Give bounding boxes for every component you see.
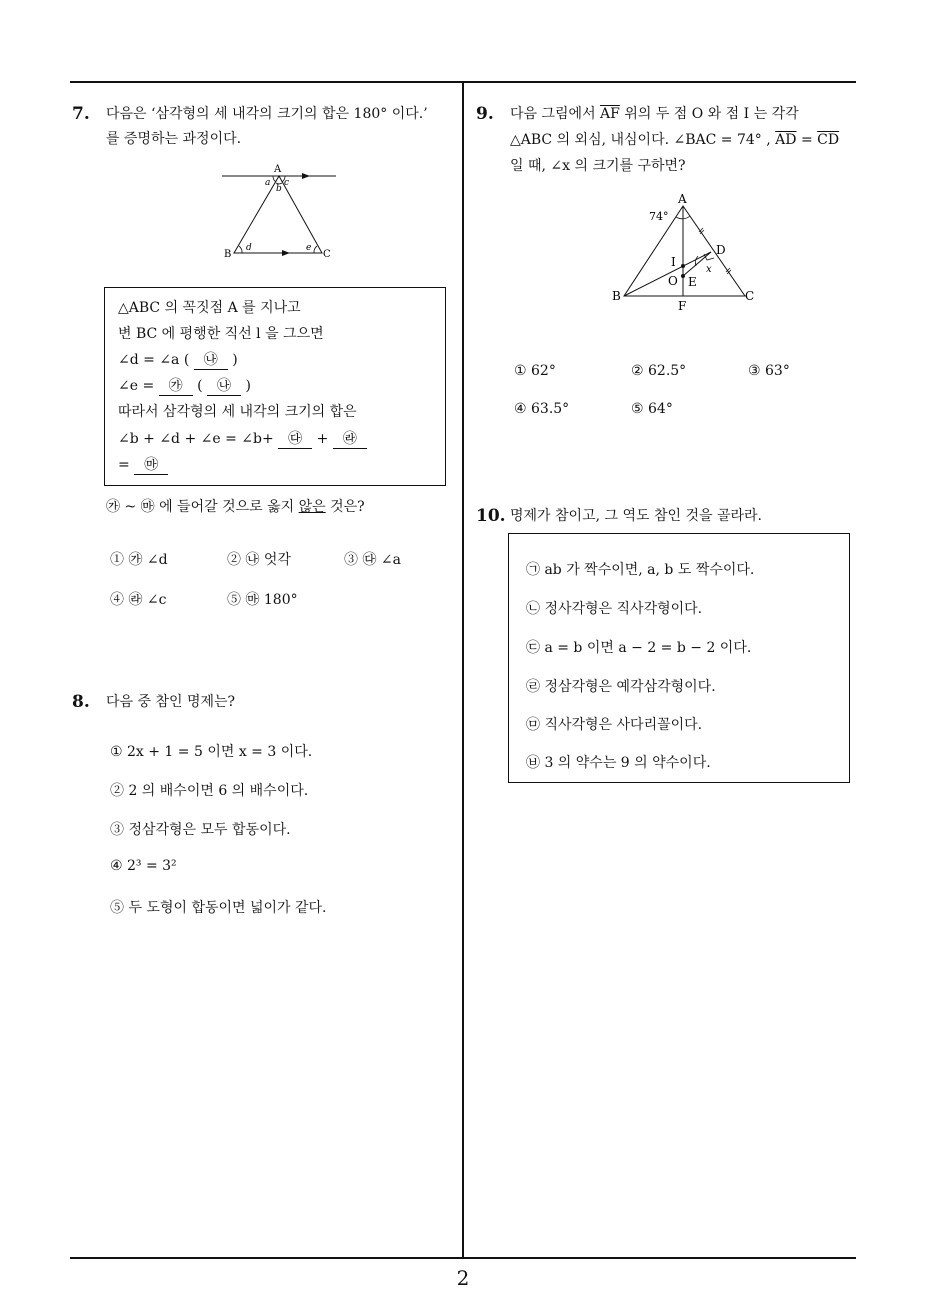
q7-proof-line2: 변 BC 에 평행한 직선 l 을 그으면 (118, 326, 324, 342)
page-number: 2 (456, 1266, 470, 1290)
q7-question-post: 것은? (325, 499, 365, 515)
q7-fig-label-e: e (306, 243, 312, 253)
q7-blank-na-2: ㉯ (207, 375, 241, 396)
q9-fig-label-C: C (745, 289, 755, 303)
q9-line2-eq: = (796, 132, 818, 148)
q9-fig-label-x: x (706, 264, 712, 275)
q7-proof-line4-pre: ∠e = (118, 378, 155, 394)
q9-choice-3[interactable]: ③ 63° (748, 363, 790, 379)
q9-number: 9. (476, 104, 494, 124)
q9-choice-4[interactable]: ④ 63.5° (514, 401, 570, 417)
q7-number: 7. (72, 104, 90, 124)
q9-text-line1 (510, 102, 799, 127)
q8-choice-4[interactable]: ④ 2³ = 3² (110, 858, 177, 874)
q7-question-underlined: 않은 (298, 499, 326, 515)
q8-choice-1[interactable]: ① 2x + 1 = 5 이면 x = 3 이다. (110, 744, 313, 760)
q7-fig-label-b: b (276, 184, 282, 194)
q7-triangle-figure (218, 160, 342, 264)
q10-item-6: ㉥ 3 의 약수는 9 의 약수이다. (526, 755, 711, 771)
q7-text-line1: 다음은 ‘삼각형의 세 내각의 크기의 합은 180° 이다.’ (106, 106, 428, 122)
q9-segment-af: $\overline{AF}$ (600, 106, 620, 122)
q10-item-1: ㉠ ab 가 짝수이면, a, b 도 짝수이다. (526, 562, 755, 578)
q7-proof-line3-post: ) (232, 352, 238, 368)
q9-text-line3: 일 때, ∠x 의 크기를 구하면? (510, 158, 686, 174)
q9-fig-label-E: E (688, 275, 697, 289)
q7-question (106, 495, 365, 520)
q7-blank-da: ㉰ (278, 428, 312, 449)
q7-question-pre: ㉮ ~ ㉲ 에 들어갈 것으로 옳지 (106, 499, 299, 515)
q8-choice-2[interactable]: ② 2 의 배수이면 6 의 배수이다. (110, 783, 309, 799)
q7-fig-label-C: C (323, 249, 331, 260)
q9-line1-post: 위의 두 점 O 와 점 I 는 각각 (619, 106, 799, 122)
q8-choice-5[interactable]: ⑤ 두 도형이 합동이면 넓이가 같다. (110, 900, 327, 916)
q7-blank-na-1: ㉯ (194, 349, 228, 370)
q7-proof-line6-pre: ∠b + ∠d + ∠e = ∠b+ (118, 431, 274, 447)
column-divider (462, 83, 464, 1259)
q7-proof-line3 (118, 349, 238, 370)
q9-fig-label-O: O (668, 274, 678, 288)
q7-proof-line6 (118, 428, 367, 449)
q9-fig-label-F: F (678, 299, 687, 313)
q7-fig-label-d: d (246, 243, 252, 253)
q7-proof-line4-post: ) (245, 378, 251, 394)
q7-choice-5[interactable]: ⑤ ㉲ 180° (227, 592, 298, 608)
q7-choice-4[interactable]: ④ ㉱ ∠c (110, 592, 167, 608)
q7-choice-2[interactable]: ② ㉯ 엇각 (227, 552, 291, 568)
q7-blank-ra: ㉱ (333, 428, 367, 449)
q9-choice-2[interactable]: ② 62.5° (631, 363, 687, 379)
q7-fig-label-B: B (224, 249, 232, 260)
q8-number: 8. (72, 692, 90, 712)
q9-triangle-figure (608, 188, 768, 314)
q7-proof-line1: △ABC 의 꼭짓점 A 를 지나고 (118, 300, 301, 316)
q7-text-line2: 를 증명하는 과정이다. (106, 131, 242, 147)
q10-item-2: ㉡ 정사각형은 직사각형이다. (526, 601, 703, 617)
q7-proof-line7 (118, 454, 168, 475)
q7-blank-ga: ㉮ (159, 375, 193, 396)
q7-proof-line7-pre: = (118, 457, 130, 473)
q10-question: 명제가 참이고, 그 역도 참인 것을 골라라. (510, 508, 762, 524)
q8-question: 다음 중 참인 명제는? (106, 694, 236, 710)
q9-fig-label-I: I (671, 255, 676, 269)
q10-item-4: ㉣ 정삼각형은 예각삼각형이다. (526, 679, 716, 695)
q9-segment-cd: $\overline{CD}$ (817, 132, 840, 148)
q7-choice-1[interactable]: ① ㉮ ∠d (110, 552, 168, 568)
q9-line2-pre: △ABC 의 외심, 내심이다. ∠BAC = 74° , (510, 132, 776, 148)
q9-line1-pre: 다음 그림에서 (510, 106, 601, 122)
q7-proof-line5: 따라서 삼각형의 세 내각의 크기의 합은 (118, 404, 357, 420)
q9-segment-ad: $\overline{AD}$ (775, 132, 797, 148)
q9-text-line2 (510, 128, 839, 153)
q9-fig-label-angle: 74° (649, 210, 669, 223)
q7-fig-label-A: A (274, 164, 282, 175)
q7-fig-label-c: c (284, 178, 290, 188)
q7-choice-3[interactable]: ③ ㉰ ∠a (344, 552, 401, 568)
q9-choice-1[interactable]: ① 62° (514, 363, 556, 379)
q9-choice-5[interactable]: ⑤ 64° (631, 401, 673, 417)
q7-blank-ma: ㉲ (134, 454, 168, 475)
q9-fig-label-D: D (716, 243, 726, 257)
bottom-rule (70, 1257, 856, 1259)
q7-proof-line4 (118, 375, 251, 396)
q8-choice-3[interactable]: ③ 정삼각형은 모두 합동이다. (110, 822, 291, 838)
q7-proof-line4-mid: ( (197, 378, 203, 394)
q7-proof-line6-plus: + (316, 431, 329, 447)
q9-fig-label-A: A (678, 192, 687, 206)
q7-fig-label-a: a (265, 178, 271, 188)
q10-item-5: ㉤ 직사각형은 사다리꼴이다. (526, 717, 703, 733)
q10-item-3: ㉢ a = b 이면 a − 2 = b − 2 이다. (526, 640, 752, 656)
q9-fig-label-B: B (612, 289, 621, 303)
q7-proof-line3-pre: ∠d = ∠a ( (118, 352, 190, 368)
q10-number: 10. (476, 506, 506, 526)
